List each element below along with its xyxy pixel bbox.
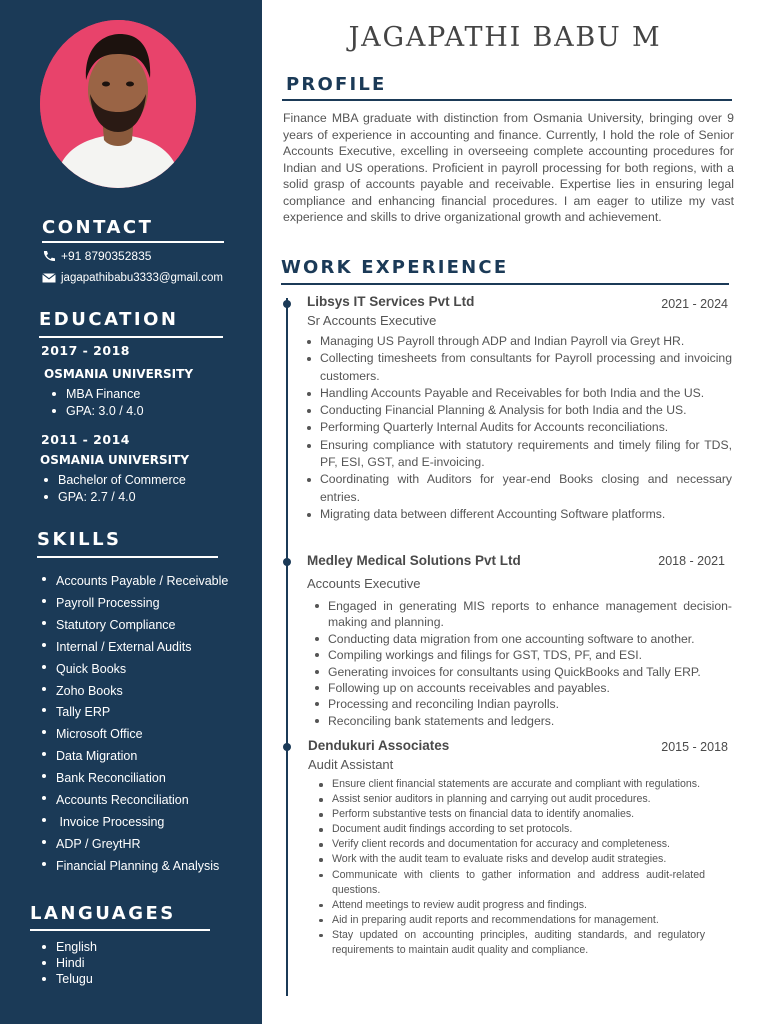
profile-heading: PROFILE	[286, 74, 387, 95]
portrait-image	[40, 20, 196, 188]
job-role: Sr Accounts Executive	[307, 313, 437, 328]
list-item: Ensure client financial statements are accurate and compliant with regulations.	[318, 777, 705, 792]
profile-divider	[282, 99, 732, 101]
job-company: Medley Medical Solutions Pvt Ltd	[307, 553, 521, 568]
list-item: Attend meetings to review audit progress and findings.	[318, 898, 705, 913]
list-item: Processing and reconciling Indian payrolls.	[314, 696, 732, 712]
job-duties	[318, 777, 705, 958]
skills-divider	[37, 556, 218, 558]
skill-item: Payroll Processing	[40, 593, 228, 615]
education-details	[50, 386, 144, 420]
list-item: Compiling workings and filings for GST, TDS, PF, and ESI.	[314, 647, 732, 663]
skill-item: Zoho Books	[40, 681, 228, 703]
profile-summary: Finance MBA graduate with distinction from Osmania University, bringing over 9 years of experience in accounting and finance. Currently, I hold the role of Senior Accounts Executive, excelling in overseeing complete accounting procedures for Indian and US operations. Proficient in payroll processing for both regions, with a solid grasp of accounts payable and receivable. Expertise lies in ensuring legal compliance and enhancing financial procedures. I am eager to utilize my vast experience and skills to drive organizational growth and achievement.	[283, 111, 734, 224]
list-item: Handling Accounts Payable and Receivables for both India and the US.	[306, 385, 732, 402]
skill-item: Statutory Compliance	[40, 615, 228, 637]
list-item: Work with the audit team to evaluate risks and develop audit strategies.	[318, 852, 705, 867]
contact-email[interactable]: jagapathibabu3333@gmail.com	[61, 272, 223, 284]
list-item: Engaged in generating MIS reports to enhance management decision-making and planning.	[314, 598, 732, 631]
list-item: Document audit findings according to set protocols.	[318, 822, 705, 837]
phone-icon	[42, 250, 56, 262]
list-item: GPA: 3.0 / 4.0	[50, 403, 144, 420]
job-role: Audit Assistant	[308, 757, 394, 772]
timeline-dot	[283, 300, 291, 308]
job-dates: 2015 - 2018	[661, 740, 728, 754]
contact-heading: CONTACT	[42, 217, 154, 238]
list-item: Aid in preparing audit reports and recommendations for management.	[318, 913, 705, 928]
list-item: Communicate with clients to gather information and address audit-related questions.	[318, 868, 705, 898]
list-item: Assist senior auditors in planning and carrying out audit procedures.	[318, 792, 705, 807]
job-duties	[314, 598, 732, 729]
list-item: Bachelor of Commerce	[42, 472, 186, 489]
languages-list	[40, 939, 97, 987]
skill-item: Quick Books	[40, 659, 228, 681]
list-item: Stay updated on accounting principles, auditing standards, and regulatory requirements to maintain audit quality and compliance.	[318, 928, 705, 958]
skill-item: Accounts Reconciliation	[40, 790, 228, 812]
education-years: 2011 - 2014	[41, 432, 130, 447]
list-item: Managing US Payroll through ADP and Indian Payroll via Greyt HR.	[306, 333, 732, 350]
languages-heading: LANGUAGES	[30, 903, 176, 924]
list-item: Verify client records and documentation for accuracy and completeness.	[318, 837, 705, 852]
job-dates: 2018 - 2021	[658, 554, 725, 568]
job-dates: 2021 - 2024	[661, 297, 728, 311]
skill-item: Accounts Payable / Receivable	[40, 571, 228, 593]
skills-list	[40, 571, 228, 878]
education-school: OSMANIA UNIVERSITY	[40, 453, 190, 467]
job-duties	[306, 333, 732, 523]
list-item: Collecting timesheets from consultants for Payroll processing and invoicing customers.	[306, 350, 732, 385]
timeline-dot	[283, 558, 291, 566]
mail-icon	[42, 272, 56, 284]
list-item: Following up on accounts receivables and payables.	[314, 680, 732, 696]
skill-item: Data Migration	[40, 746, 228, 768]
job-company: Libsys IT Services Pvt Ltd	[307, 294, 475, 309]
list-item: Ensuring compliance with statutory requirements and timely filing for TDS, PF, ESI, GST, and E-invoicing.	[306, 437, 732, 472]
education-heading: EDUCATION	[39, 309, 179, 330]
job-role: Accounts Executive	[307, 576, 421, 591]
languages-divider	[30, 929, 210, 931]
education-details	[42, 472, 186, 506]
profile-photo	[40, 20, 196, 188]
candidate-name: JAGAPATHI BABU M	[348, 22, 662, 53]
skill-item: Financial Planning & Analysis	[40, 856, 228, 878]
list-item: Conducting data migration from one accounting software to another.	[314, 631, 732, 647]
work-experience-heading: WORK EXPERIENCE	[281, 257, 509, 278]
contact-phone-row	[42, 249, 151, 263]
skill-item: Tally ERP	[40, 702, 228, 724]
list-item: Reconciling bank statements and ledgers.	[314, 713, 732, 729]
language-item: Hindi	[40, 955, 97, 971]
job-company: Dendukuri Associates	[308, 738, 450, 753]
contact-email-row	[42, 272, 223, 284]
list-item: Performing Quarterly Internal Audits for Accounts reconciliations.	[306, 419, 732, 436]
sidebar	[0, 0, 262, 1024]
list-item: Migrating data between different Accounting Software platforms.	[306, 506, 732, 523]
contact-divider	[42, 241, 224, 243]
list-item: Generating invoices for consultants using QuickBooks and Tally ERP.	[314, 664, 732, 680]
education-divider	[39, 336, 223, 338]
work-experience-divider	[281, 283, 729, 285]
language-item: English	[40, 939, 97, 955]
education-years: 2017 - 2018	[41, 343, 130, 358]
skill-item: Internal / External Audits	[40, 637, 228, 659]
skills-heading: SKILLS	[37, 529, 122, 550]
timeline-line	[286, 298, 288, 996]
list-item: Perform substantive tests on financial data to identify anomalies.	[318, 807, 705, 822]
education-school: OSMANIA UNIVERSITY	[44, 367, 194, 381]
language-item: Telugu	[40, 971, 97, 987]
skill-item: Invoice Processing	[40, 812, 228, 834]
skill-item: Bank Reconciliation	[40, 768, 228, 790]
list-item: Conducting Financial Planning & Analysis for both India and the US.	[306, 402, 732, 419]
list-item: Coordinating with Auditors for year-end Books closing and necessary entries.	[306, 471, 732, 506]
skill-item: Microsoft Office	[40, 724, 228, 746]
timeline-dot	[283, 743, 291, 751]
list-item: GPA: 2.7 / 4.0	[42, 489, 186, 506]
list-item: MBA Finance	[50, 386, 144, 403]
skill-item: ADP / GreytHR	[40, 834, 228, 856]
contact-phone[interactable]: +91 8790352835	[61, 249, 152, 263]
